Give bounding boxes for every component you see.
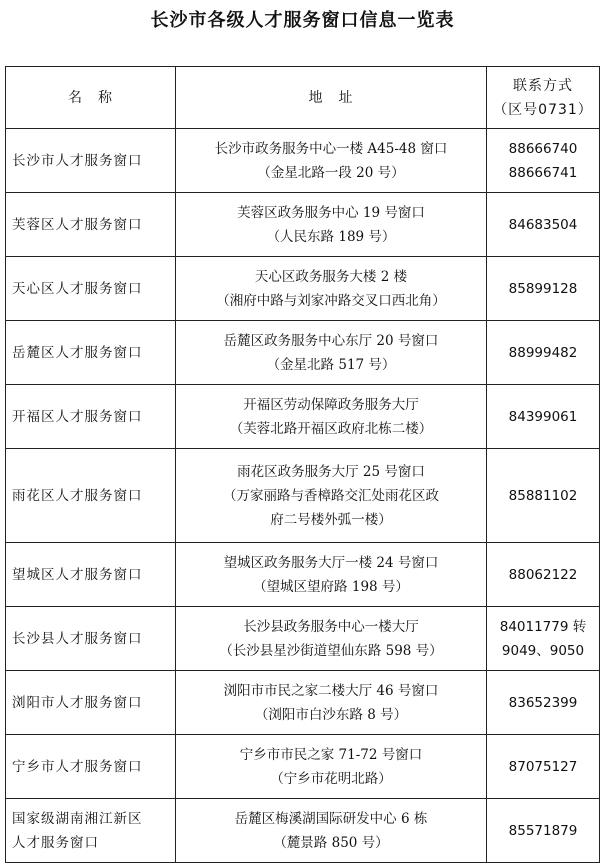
window-name-cell — [6, 257, 176, 321]
window-phone-cell — [487, 385, 600, 449]
window-phone: 85899128 — [508, 280, 578, 297]
window-phone-cell — [487, 193, 600, 257]
window-address-cell — [176, 257, 487, 321]
window-address-cell — [176, 129, 487, 193]
table-row — [6, 671, 600, 735]
window-phone: 88062122 — [508, 566, 578, 583]
table-row — [6, 799, 600, 863]
table-row — [6, 193, 600, 257]
window-address: 岳麓区梅溪湖国际研发中心 6 栋 — [234, 810, 428, 827]
table-body — [6, 129, 600, 863]
window-name-cell — [6, 193, 176, 257]
window-phone-cell — [487, 449, 600, 543]
window-address: （宁乡市花明北路） — [270, 770, 392, 787]
window-phone: 85571879 — [508, 822, 578, 839]
table-row — [6, 257, 600, 321]
table-row — [6, 385, 600, 449]
window-phone: 84011779 转 — [499, 618, 587, 635]
window-name: 国家级湖南湘江新区 — [12, 810, 143, 827]
window-name-cell — [6, 735, 176, 799]
window-name-cell — [6, 385, 176, 449]
table-row — [6, 607, 600, 671]
window-address: 天心区政务服务大楼 2 楼 — [254, 268, 408, 285]
window-phone-cell — [487, 543, 600, 607]
window-address: 长沙县政务服务中心一楼大厅 — [243, 618, 419, 635]
window-phone: 84399061 — [508, 408, 578, 425]
window-name-cell — [6, 449, 176, 543]
window-address: （长沙县星沙街道望仙东路 598 号） — [219, 642, 443, 659]
window-address: （万家丽路与香樟路交汇处雨花区政 — [223, 487, 439, 504]
window-address: （金星北路一段 20 号） — [257, 164, 405, 181]
window-name-cell — [6, 129, 176, 193]
window-name: 人才服务窗口 — [12, 834, 99, 851]
window-address: （湘府中路与刘家冲路交叉口西北角） — [216, 292, 446, 309]
window-name-cell — [6, 321, 176, 385]
window-phone: 83652399 — [508, 694, 578, 711]
window-name: 天心区人才服务窗口 — [12, 280, 143, 297]
header-area-code: （区号0731） — [493, 101, 593, 118]
window-name: 宁乡市人才服务窗口 — [12, 758, 143, 775]
window-address: 雨花区政务服务大厅 25 号窗口 — [237, 463, 425, 480]
window-phone: 88666740 — [508, 140, 578, 157]
window-address-cell — [176, 671, 487, 735]
page-title: 长沙市各级人才服务窗口信息一览表 — [150, 10, 455, 31]
window-phone: 84683504 — [508, 216, 578, 233]
table-row — [6, 543, 600, 607]
window-name: 岳麓区人才服务窗口 — [12, 344, 143, 361]
header-contact — [487, 67, 600, 129]
header-contact-label: 联系方式 — [513, 77, 573, 94]
window-address: 芙蓉区政务服务中心 19 号窗口 — [237, 204, 425, 221]
window-name: 芙蓉区人才服务窗口 — [12, 216, 143, 233]
window-phone: 87075127 — [508, 758, 578, 775]
window-phone: 88999482 — [508, 344, 578, 361]
header-name: 名 称 — [6, 67, 176, 129]
table-row — [6, 449, 600, 543]
window-address-cell — [176, 193, 487, 257]
window-address-cell — [176, 607, 487, 671]
window-phone: 88666741 — [508, 164, 578, 181]
window-phone-cell — [487, 129, 600, 193]
info-table — [5, 66, 600, 863]
window-name-cell — [6, 543, 176, 607]
window-phone-cell — [487, 321, 600, 385]
window-address: 浏阳市市民之家二楼大厅 46 号窗口 — [223, 682, 439, 699]
window-phone-cell — [487, 671, 600, 735]
table-row — [6, 735, 600, 799]
window-name-cell — [6, 671, 176, 735]
window-phone: 9049、9050 — [501, 642, 585, 659]
window-phone: 85881102 — [508, 487, 578, 504]
window-address-cell — [176, 543, 487, 607]
table-row — [6, 321, 600, 385]
window-phone-cell — [487, 257, 600, 321]
window-address-cell — [176, 385, 487, 449]
window-address-cell — [176, 799, 487, 863]
window-address-cell — [176, 321, 487, 385]
window-address: （金星北路 517 号） — [266, 356, 396, 373]
window-address: （望城区望府路 198 号） — [253, 578, 409, 595]
window-phone-cell — [487, 735, 600, 799]
window-address: （人民东路 189 号） — [266, 228, 396, 245]
window-name: 开福区人才服务窗口 — [12, 408, 143, 425]
window-address-cell — [176, 735, 487, 799]
window-address: （麓景路 850 号） — [273, 834, 389, 851]
window-address: 岳麓区政务服务中心东厅 20 号窗口 — [223, 332, 439, 349]
window-address: 开福区劳动保障政务服务大厅 — [243, 396, 419, 413]
window-phone-cell — [487, 607, 600, 671]
window-address: （浏阳市白沙东路 8 号） — [254, 706, 408, 723]
window-name-cell — [6, 799, 176, 863]
window-address: 长沙市政务服务中心一楼 A45-48 窗口 — [214, 140, 448, 157]
window-name-cell — [6, 607, 176, 671]
window-address-cell — [176, 449, 487, 543]
window-address: 宁乡市市民之家 71-72 号窗口 — [239, 746, 423, 763]
window-name: 望城区人才服务窗口 — [12, 566, 143, 583]
window-address: 望城区政务服务大厅一楼 24 号窗口 — [223, 554, 439, 571]
window-name: 浏阳市人才服务窗口 — [12, 694, 143, 711]
window-address: 府二号楼外弧一楼） — [270, 511, 392, 528]
table-header-row — [6, 67, 600, 129]
window-name: 雨花区人才服务窗口 — [12, 487, 143, 504]
window-phone-cell — [487, 799, 600, 863]
window-address: （芙蓉北路开福区政府北栋二楼） — [229, 420, 433, 437]
window-name: 长沙市人才服务窗口 — [12, 152, 143, 169]
header-address: 地 址 — [176, 67, 487, 129]
table-row — [6, 129, 600, 193]
window-name: 长沙县人才服务窗口 — [12, 630, 143, 647]
